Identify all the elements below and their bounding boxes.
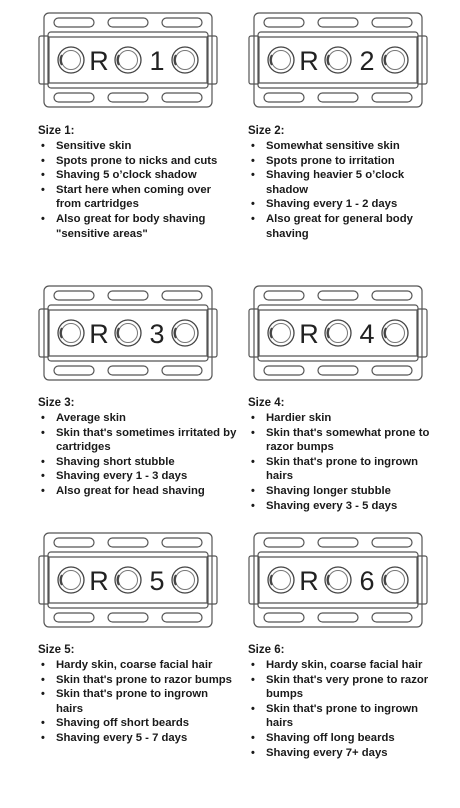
size-3-title: Size 3: — [38, 397, 75, 409]
ring-left-icon-inner — [62, 571, 81, 590]
ring-right-icon-inner — [176, 51, 195, 70]
ring-right-icon-inner — [386, 51, 405, 70]
size-4-list — [248, 411, 448, 513]
plate-marking-letter: R — [299, 46, 319, 76]
razor-plate-drawing — [248, 530, 428, 630]
list-item: • Skin that's prone to razor bumps — [38, 673, 238, 688]
plate-slot — [108, 18, 148, 27]
razor-plate-size-5 — [38, 530, 218, 630]
ring-right-icon-inner — [386, 571, 405, 590]
plate-slot — [372, 366, 412, 375]
razor-plate-drawing — [248, 283, 428, 383]
size-6-title: Size 6: — [248, 644, 285, 656]
list-item: • Shaving heavier 5 o’clock shadow — [248, 168, 448, 197]
plate-slot — [108, 291, 148, 300]
plate-slot — [162, 538, 202, 547]
plate-slot — [264, 538, 304, 547]
plate-slot — [318, 613, 358, 622]
plate-slot — [54, 538, 94, 547]
list-item: • Shaving off short beards — [38, 716, 238, 731]
list-item: • Average skin — [38, 411, 238, 426]
list-item: • Skin that's somewhat prone to razor bumps — [248, 426, 448, 455]
plate-slot — [54, 613, 94, 622]
ring-right-icon-inner — [176, 324, 195, 343]
razor-plate-drawing — [38, 10, 218, 110]
plate-marking-number: 3 — [149, 319, 165, 349]
ring-right-icon-inner — [386, 324, 405, 343]
size-2-list — [248, 139, 448, 241]
list-item: • Spots prone to irritation — [248, 154, 448, 169]
razor-plate-drawing — [38, 530, 218, 630]
ring-left-icon-inner — [272, 51, 291, 70]
plate-marking-letter: R — [299, 319, 319, 349]
plate-slot — [372, 93, 412, 102]
list-item: • Hardy skin, coarse facial hair — [38, 658, 238, 673]
plate-slot — [162, 291, 202, 300]
razor-plate-size-1 — [38, 10, 218, 110]
plate-slot — [264, 291, 304, 300]
plate-slot — [318, 366, 358, 375]
plate-slot — [108, 613, 148, 622]
plate-slot — [264, 18, 304, 27]
plate-slot — [162, 613, 202, 622]
plate-slot — [162, 93, 202, 102]
list-item: • Also great for head shaving — [38, 484, 238, 499]
list-item: • Hardy skin, coarse facial hair — [248, 658, 448, 673]
list-item: • Somewhat sensitive skin — [248, 139, 448, 154]
list-item: • Shaving every 1 - 3 days — [38, 469, 238, 484]
list-item: • Shaving every 7+ days — [248, 746, 448, 761]
list-item: • Shaving every 1 - 2 days — [248, 197, 448, 212]
ring-center-icon-inner — [119, 51, 138, 70]
size-4-title: Size 4: — [248, 397, 285, 409]
list-item: • Spots prone to nicks and cuts — [38, 154, 238, 169]
list-item: • Start here when coming over from cartridges — [38, 183, 238, 212]
plate-slot — [318, 93, 358, 102]
list-item: • Shaving 5 o’clock shadow — [38, 168, 238, 183]
list-item: • Skin that's sometimes irritated by cartridges — [38, 426, 238, 455]
plate-band — [258, 552, 418, 608]
plate-slot — [372, 18, 412, 27]
plate-slot — [372, 613, 412, 622]
plate-slot — [54, 93, 94, 102]
plate-slot — [372, 291, 412, 300]
plate-marking-letter: R — [89, 319, 109, 349]
size-1-title: Size 1: — [38, 125, 75, 137]
plate-band — [48, 32, 208, 88]
list-item: • Shaving off long beards — [248, 731, 448, 746]
list-item: • Hardier skin — [248, 411, 448, 426]
plate-marking-letter: R — [89, 566, 109, 596]
plate-slot — [54, 18, 94, 27]
size-5-list — [38, 658, 238, 746]
razor-plate-size-2 — [248, 10, 428, 110]
plate-slot — [264, 93, 304, 102]
plate-slot — [372, 538, 412, 547]
list-item: • Skin that's very prone to razor bumps — [248, 673, 448, 702]
ring-left-icon-inner — [272, 324, 291, 343]
plate-marking-number: 1 — [149, 46, 165, 76]
ring-left-icon-inner — [272, 571, 291, 590]
plate-slot — [162, 366, 202, 375]
plate-marking-number: 4 — [359, 319, 375, 349]
razor-plate-size-3 — [38, 283, 218, 383]
plate-marking-letter: R — [89, 46, 109, 76]
plate-slot — [54, 291, 94, 300]
ring-center-icon-inner — [119, 324, 138, 343]
plate-slot — [108, 366, 148, 375]
ring-right-icon-inner — [176, 571, 195, 590]
size-2-title: Size 2: — [248, 125, 285, 137]
list-item: • Shaving short stubble — [38, 455, 238, 470]
list-item: • Also great for body shaving "sensitive areas" — [38, 212, 238, 241]
plate-marking-number: 2 — [359, 46, 375, 76]
list-item: • Also great for general body shaving — [248, 212, 448, 241]
list-item: • Shaving every 5 - 7 days — [38, 731, 238, 746]
plate-slot — [54, 366, 94, 375]
list-item: • Skin that's prone to ingrown hairs — [248, 455, 448, 484]
plate-marking-number: 6 — [359, 566, 375, 596]
ring-left-icon-inner — [62, 324, 81, 343]
razor-plate-size-4 — [248, 283, 428, 383]
ring-center-icon-inner — [119, 571, 138, 590]
plate-slot — [108, 93, 148, 102]
razor-plate-drawing — [248, 10, 428, 110]
list-item: • Skin that's prone to ingrown hairs — [248, 702, 448, 731]
plate-band — [48, 305, 208, 361]
plate-slot — [318, 18, 358, 27]
list-item: • Shaving every 3 - 5 days — [248, 499, 448, 514]
razor-plate-size-6 — [248, 530, 428, 630]
plate-slot — [264, 366, 304, 375]
plate-marking-number: 5 — [149, 566, 165, 596]
plate-band — [48, 552, 208, 608]
size-6-list — [248, 658, 448, 760]
list-item: • Shaving longer stubble — [248, 484, 448, 499]
plate-slot — [318, 291, 358, 300]
ring-left-icon-inner — [62, 51, 81, 70]
plate-band — [258, 305, 418, 361]
plate-band — [258, 32, 418, 88]
plate-slot — [318, 538, 358, 547]
ring-center-icon-inner — [329, 51, 348, 70]
plate-slot — [264, 613, 304, 622]
size-5-title: Size 5: — [38, 644, 75, 656]
size-3-list — [38, 411, 238, 499]
size-1-list — [38, 139, 238, 241]
list-item: • Skin that's prone to ingrown hairs — [38, 687, 238, 716]
list-item: • Sensitive skin — [38, 139, 238, 154]
ring-center-icon-inner — [329, 571, 348, 590]
razor-plate-drawing — [38, 283, 218, 383]
plate-slot — [162, 18, 202, 27]
plate-slot — [108, 538, 148, 547]
ring-center-icon-inner — [329, 324, 348, 343]
plate-marking-letter: R — [299, 566, 319, 596]
